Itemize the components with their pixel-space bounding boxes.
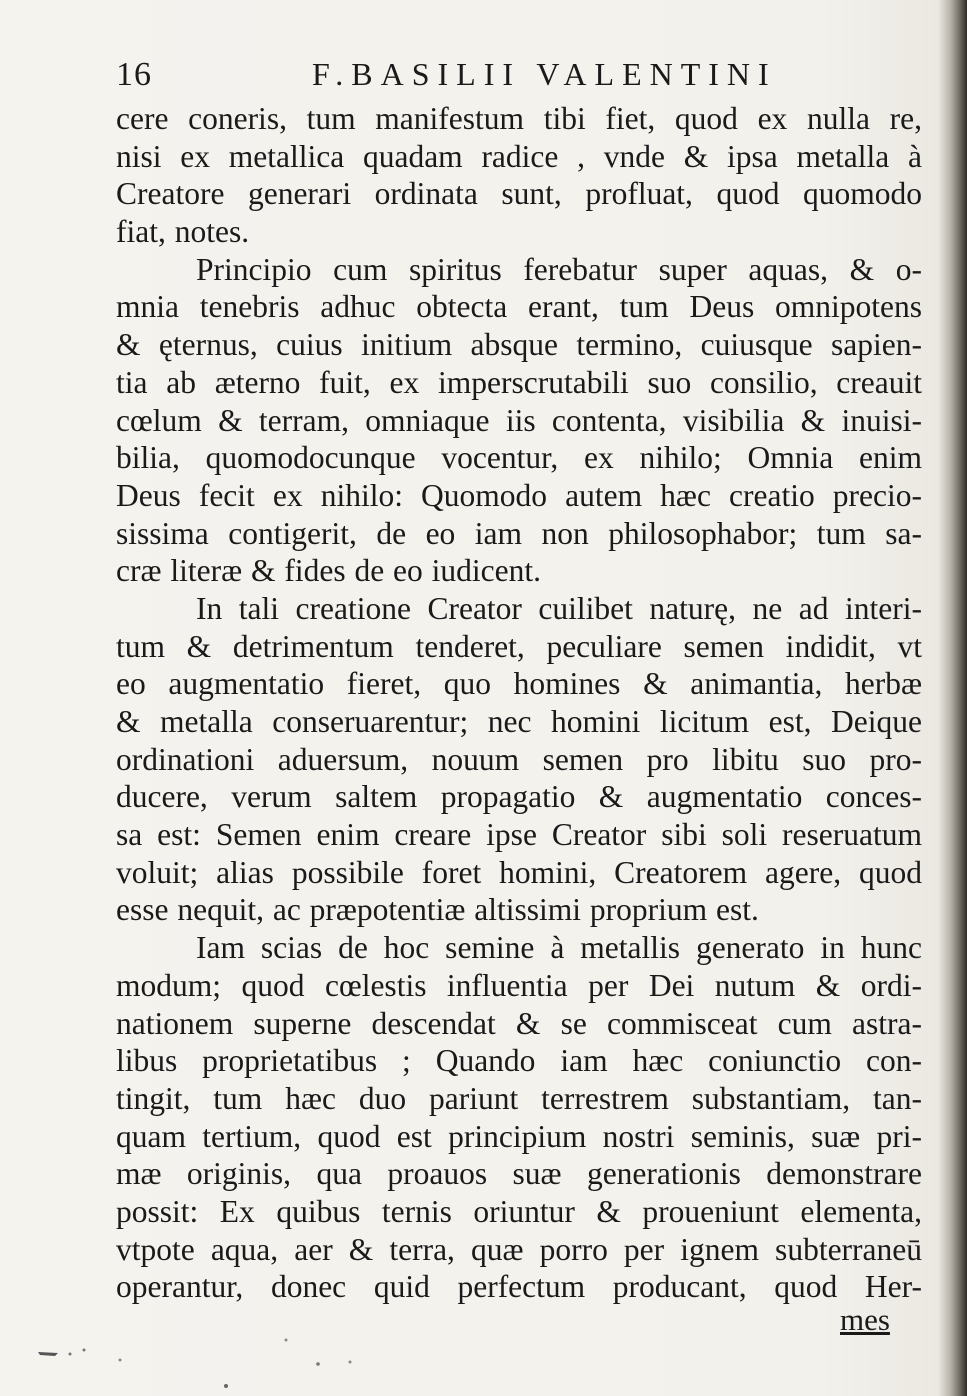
text-line: ordinationi aduersum, nouum semen pro libitu suo pro-: [116, 741, 922, 777]
text-line: In tali creatione Creator cuilibet naturę, ne ad interi-: [196, 590, 922, 626]
text-line: sissima contigerit, de eo iam non philosophabor; tum sa-: [116, 515, 922, 551]
page-number: 16: [116, 56, 152, 93]
text-line: vtpote aqua, aer & terra, quæ porro per ignem subterraneū: [116, 1231, 922, 1267]
text-line: bilia, quomodocunque vocentur, ex nihilo; Omnia enim: [116, 440, 922, 476]
text-line: operantur, donec quid perfectum producant, quod Her-: [116, 1269, 922, 1305]
text-line: cræ literæ & fides de eo iudicent.: [116, 553, 542, 589]
page-header-title: F.BASILII VALENTINI: [312, 56, 777, 92]
ink-speck: [119, 1359, 122, 1362]
text-line: possit: Ex quibus ternis oriuntur & proueniunt elementa,: [116, 1193, 922, 1229]
text-line: sa est: Semen enim creare ipse Creator sibi soli reseruatum: [116, 817, 922, 853]
text-line: fiat, notes.: [116, 214, 250, 250]
ink-speck: [69, 1353, 72, 1356]
text-line: nationem superne descendat & se commisceat cum astra-: [116, 1005, 922, 1041]
ink-speck: [83, 1349, 86, 1352]
text-line: libus proprietatibus ; Quando iam hæc coniunctio con-: [116, 1043, 922, 1079]
body-text: [116, 100, 922, 1306]
text-line: modum; quod cœlestis influentia per Dei nutum & ordi-: [116, 967, 922, 1003]
text-line: tingit, tum hæc duo pariunt terrestrem substantiam, tan-: [116, 1080, 922, 1116]
ink-speck: [224, 1384, 228, 1388]
running-head: [116, 52, 936, 96]
catchword: mes: [840, 1302, 890, 1337]
text-line: quam tertium, quod est principium nostri seminis, suæ pri-: [116, 1118, 922, 1154]
text-line: voluit; alias possibile foret homini, Creatorem agere, quod: [116, 854, 922, 890]
ink-speck: [349, 1361, 352, 1364]
text-line: Deus fecit ex nihilo: Quomodo autem hæc creatio precio-: [116, 477, 922, 513]
text-line: eo augmentatio fieret, quo homines & animantia, herbæ: [116, 666, 922, 702]
ink-speck: [38, 1352, 58, 1356]
text-line: nisi ex metallica quadam radice , vnde & ipsa metalla à: [116, 138, 922, 174]
text-line: mæ originis, qua proauos suæ generationis demonstrare: [116, 1156, 922, 1192]
book-binding-edge: [939, 0, 967, 1396]
ink-speck: [316, 1362, 320, 1366]
text-line: & metalla conseruarentur; nec homini licitum est, Deique: [116, 704, 922, 739]
text-line: ducere, verum saltem propagatio & augmentatio conces-: [116, 779, 922, 815]
text-line: cœlum & terram, omniaque iis contenta, visibilia & inuisi-: [116, 402, 922, 438]
text-line: cere coneris, tum manifestum tibi fiet, quod ex nulla re,: [116, 101, 922, 136]
text-line: & ęternus, cuius initium absque termino, cuiusque sapien-: [116, 327, 922, 363]
text-line: Iam scias de hoc semine à metallis generato in hunc: [196, 930, 922, 966]
text-line: Creatore generari ordinata sunt, profluat, quod quomodo: [116, 176, 922, 212]
ink-speck: [285, 1339, 288, 1342]
page-specks: [0, 1330, 967, 1396]
text-line: Principio cum spiritus ferebatur super aquas, & o-: [196, 251, 922, 287]
text-line: tia ab æterno fuit, ex imperscrutabili suo consilio, creauit: [116, 364, 922, 400]
text-line: mnia tenebris adhuc obtecta erant, tum Deus omnipotens: [116, 289, 922, 325]
text-line: esse nequit, ac præpotentiæ altissimi proprium est.: [116, 892, 759, 928]
text-line: tum & detrimentum tenderet, peculiare semen indidit, vt: [116, 628, 922, 664]
